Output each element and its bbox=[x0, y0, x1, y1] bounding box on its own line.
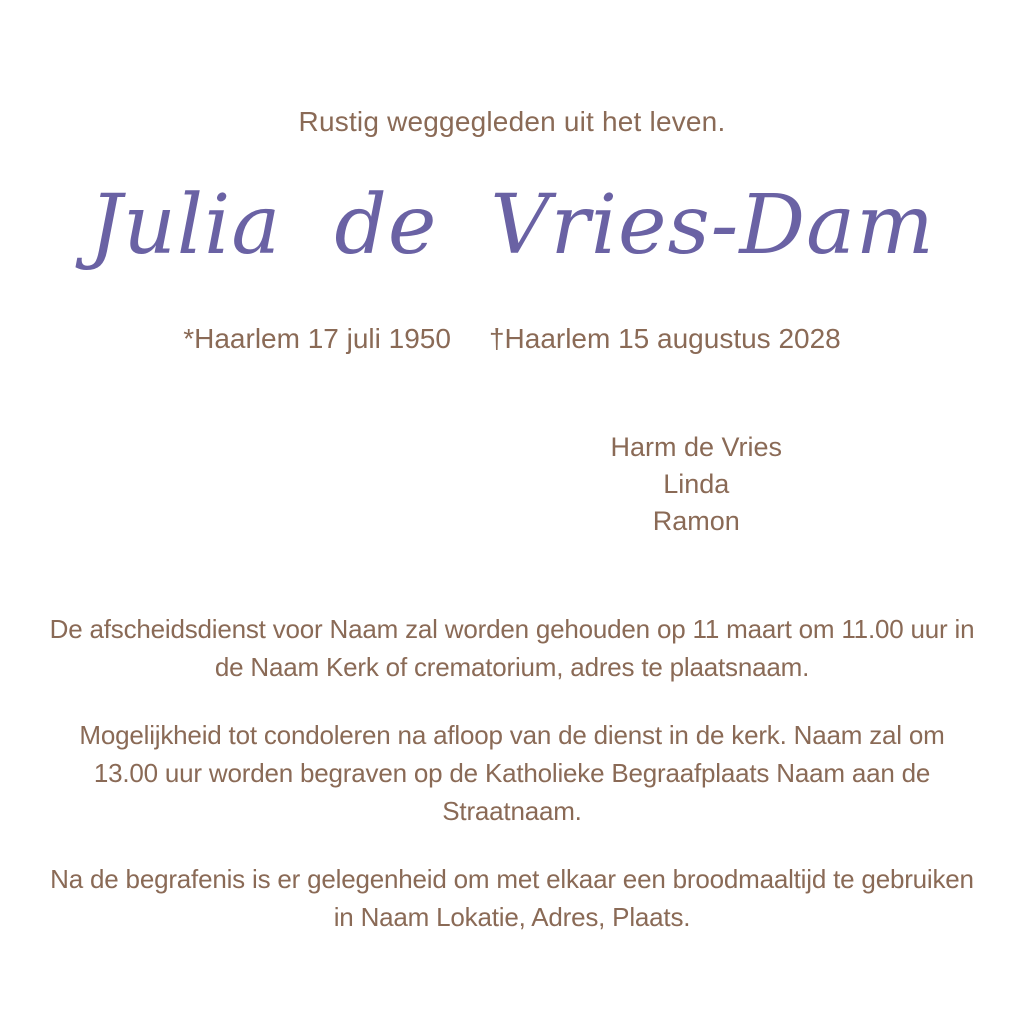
family-member: Harm de Vries bbox=[610, 432, 782, 462]
birth-date: *Haarlem 17 juli 1950 bbox=[183, 323, 451, 354]
paragraph-line: Na de begrafenis is er gelegenheid om met elkaar een broodmaaltijd te gebruiken bbox=[50, 864, 974, 894]
death-date: †Haarlem 15 augustus 2028 bbox=[488, 323, 841, 354]
family-names bbox=[610, 429, 782, 540]
paragraph-line: De afscheidsdienst voor Naam zal worden gehouden op 11 maart om 11.00 uur in bbox=[49, 614, 975, 644]
paragraph-line: de Naam Kerk of crematorium, adres te plaatsnaam. bbox=[214, 652, 810, 682]
family-member: Ramon bbox=[652, 506, 740, 536]
service-paragraph bbox=[0, 610, 1024, 686]
reception-paragraph bbox=[0, 860, 1024, 936]
opening-line: Rustig weggegleden uit het leven. bbox=[298, 106, 726, 137]
paragraph-line: Straatnaam. bbox=[442, 796, 582, 826]
dates-line bbox=[0, 323, 1024, 355]
burial-paragraph bbox=[0, 716, 1024, 830]
paragraph-line: Mogelijkheid tot condoleren na afloop van de dienst in de kerk. Naam zal om bbox=[79, 720, 945, 750]
deceased-name: Julia de Vries-Dam bbox=[89, 178, 935, 273]
family-member: Linda bbox=[663, 469, 730, 499]
announcement-paragraphs bbox=[0, 610, 1024, 936]
paragraph-line: 13.00 uur worden begraven op de Katholieke Begraafplaats Naam aan de bbox=[93, 758, 931, 788]
paragraph-line: in Naam Lokatie, Adres, Plaats. bbox=[333, 902, 691, 932]
